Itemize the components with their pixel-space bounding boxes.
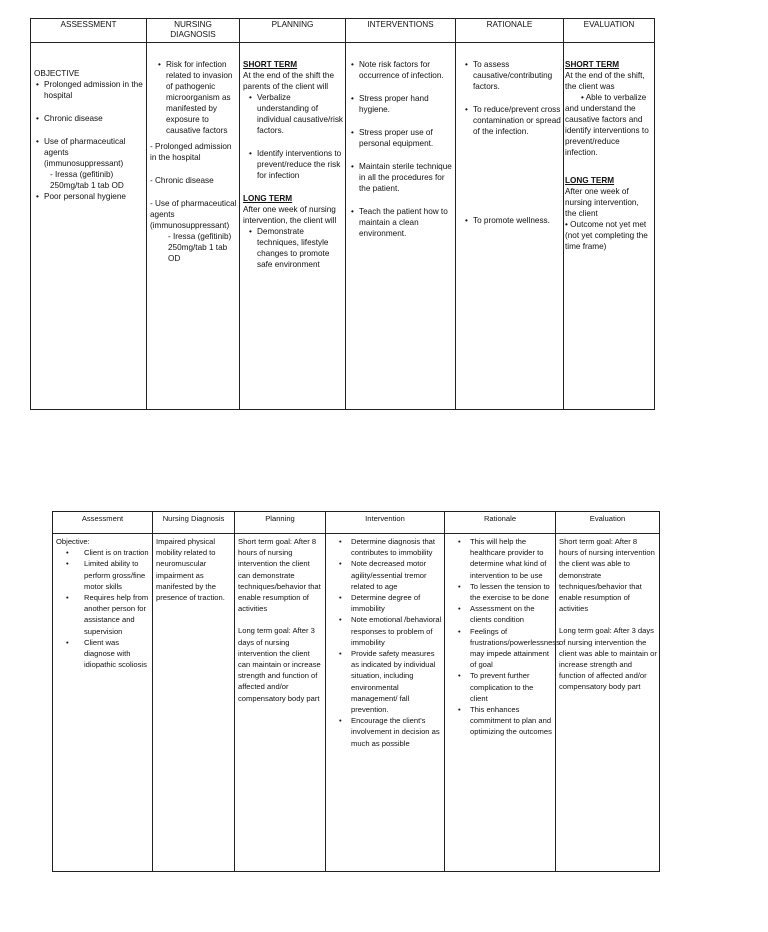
bullet-icon: •: [249, 93, 252, 102]
care-plan-table-mobility: [52, 511, 660, 872]
bullet-icon: •: [465, 105, 468, 114]
list-item: • To reduce/prevent cross contamination or spread of the infection.: [465, 105, 561, 136]
bullet-icon: •: [158, 60, 161, 69]
header-planning: PLANNING: [240, 19, 346, 43]
care-plan-table-infection: [30, 18, 655, 410]
bullet-icon: •: [339, 615, 342, 625]
diagnosis-line: - Iressa (gefitinib): [168, 232, 232, 241]
table2-header-row: [53, 512, 660, 534]
header-interventions: INTERVENTIONS: [346, 19, 456, 43]
bullet-icon: •: [351, 94, 354, 103]
list-item: • Stress proper use of personal equipment.: [351, 128, 434, 148]
table1-header-row: [31, 19, 655, 43]
header-intervention: Intervention: [326, 512, 445, 534]
evaluation-short-text: At the end of the shift, the client was: [565, 71, 645, 91]
diagnosis-text: Impaired physical mobility related to neuromuscular impairment as manifested by the presence of traction.: [156, 537, 225, 603]
long-term-goal: Long term goal: After 3 days of nursing intervention the client can maintain or increase strength and function of affected and/or compensatory body part: [238, 626, 321, 703]
bullet-icon: •: [66, 559, 69, 569]
bullet-icon: •: [249, 149, 252, 158]
bullet-icon: •: [465, 60, 468, 69]
header-nursing-diagnosis: NURSING DIAGNOSIS: [147, 19, 240, 43]
bullet-icon: •: [339, 537, 342, 546]
evaluation-cell: [564, 43, 655, 410]
list-subitem: - Iressa (gefitinib): [50, 170, 114, 179]
list-item: • Note emotional /behavioral responses to problem of immobility: [339, 615, 442, 647]
list-item: • Use of pharmaceutical agents (immunosuppressant): [36, 137, 126, 168]
bullet-icon: •: [458, 537, 461, 546]
bullet-icon: •: [458, 705, 461, 715]
list-item: • Chronic disease: [36, 114, 103, 123]
header-assessment: Assessment: [53, 512, 153, 534]
short-term-goal: Short term goal: After 8 hours of nursing intervention the client can demonstrate techniques/behavior that enable resumption of activities: [238, 537, 321, 614]
table2-body-row: [53, 534, 660, 872]
objective-heading: OBJECTIVE: [34, 69, 80, 78]
header-nursing-diagnosis: Nursing Diagnosis: [153, 512, 235, 534]
list-item: • This enhances commitment to plan and optimizing the outcomes: [458, 705, 552, 737]
bullet-icon: •: [36, 137, 39, 146]
bullet-icon: •: [465, 216, 468, 225]
bullet-icon: •: [351, 128, 354, 137]
bullet-icon: •: [66, 637, 69, 647]
short-term-heading: SHORT TERM: [243, 60, 298, 69]
rationale-cell: [456, 43, 564, 410]
list-item: • Determine degree of immobility: [339, 593, 421, 614]
bullet-icon: •: [249, 227, 252, 236]
bullet-icon: •: [565, 220, 568, 229]
short-term-goal: Short term goal: After 8 hours of nursing intervention the client was able to demonstrate techniques/behavior that enable resumption of activities: [559, 537, 655, 614]
bullet-icon: •: [351, 60, 354, 69]
bullet-icon: •: [351, 162, 354, 171]
bullet-icon: •: [339, 649, 342, 659]
header-rationale: Rationale: [445, 512, 556, 534]
long-term-heading: LONG TERM: [243, 194, 293, 203]
bullet-icon: •: [581, 93, 584, 102]
interventions-cell: [346, 43, 456, 410]
list-item: • Risk for infection related to invasion of pathogenic microorganism as manifested by exposure to causative factors: [158, 60, 233, 135]
bullet-icon: •: [339, 716, 342, 726]
list-item: • Stress proper hand hygiene.: [351, 94, 429, 114]
list-item: • Note risk factors for occurrence of infection.: [351, 60, 444, 80]
header-assessment: ASSESSMENT: [31, 19, 147, 43]
list-item: • Encourage the client's involvement in decision as much as possible: [339, 716, 440, 748]
long-term-goal: Long term goal: After 3 days of nursing intervention the client was able to maintain or increase strength and function of affected and/or compensatory body part: [559, 626, 657, 692]
bullet-icon: •: [458, 604, 461, 614]
short-term-text: At the end of the shift the parents of the client will: [243, 71, 335, 91]
header-evaluation: EVALUATION: [564, 19, 655, 43]
bullet-icon: •: [458, 671, 461, 681]
diagnosis-list: [150, 59, 237, 136]
nursing-diagnosis-cell: [147, 43, 240, 410]
list-item: • To promote wellness.: [465, 216, 550, 225]
list-item: • Provide safety measures as indicated by individual situation, including environmental management/ fall prevention.: [339, 649, 436, 715]
list-item: • Feelings of frustrations/powerlessness may impede attainment of goal: [458, 626, 560, 670]
list-item: • Maintain sterile technique in all the procedures for the patient.: [351, 162, 452, 193]
bullet-icon: •: [458, 581, 461, 591]
list-item: • Teach the patient how to maintain a clean environment.: [351, 207, 448, 238]
evaluation-long-result: • Outcome not yet met (not yet completing the time frame): [565, 220, 648, 251]
list-item: • Note decreased motor agility/essential tremor related to age: [339, 559, 427, 591]
rationale-cell: [445, 534, 560, 872]
evaluation-long-text: After one week of nursing intervention, the client: [565, 187, 639, 218]
diagnosis-line: - Use of pharmaceutical agents (immunosuppressant): [150, 199, 237, 230]
list-item: • Requires help from another person for assistance and supervision: [66, 593, 149, 636]
list-item: • This will help the healthcare provider to determine what kind of intervention to be use: [458, 537, 547, 580]
list-item: • Poor personal hygiene: [36, 192, 126, 201]
diagnosis-line: 250mg/tab 1 tab OD: [168, 243, 228, 263]
header-rationale: RATIONALE: [456, 19, 564, 43]
list-item: • Assessment on the clients condition: [458, 604, 535, 625]
nursing-diagnosis-cell: [153, 534, 235, 872]
table1-body-row: [31, 43, 655, 410]
bullet-icon: •: [351, 207, 354, 216]
diagnosis-line: - Chronic disease: [150, 176, 214, 185]
list-item: • To prevent further complication to the client: [458, 671, 534, 703]
list-item: • Prolonged admission in the hospital: [36, 80, 143, 100]
assessment-cell: [31, 43, 147, 410]
bullet-icon: •: [339, 559, 342, 569]
bullet-icon: •: [339, 593, 342, 603]
bullet-icon: •: [66, 548, 69, 558]
list-item: • Determine diagnosis that contributes to immobility: [339, 537, 435, 558]
list-item: • Client was diagnose with idiopathic scoliosis: [66, 637, 147, 670]
planning-cell: [235, 534, 326, 872]
assessment-cell: [53, 534, 153, 872]
bullet-icon: •: [36, 192, 39, 201]
diagnosis-line: - Prolonged admission in the hospital: [150, 142, 232, 162]
bullet-icon: •: [66, 593, 69, 603]
list-item: • Client is on traction: [66, 548, 149, 558]
header-planning: Planning: [235, 512, 326, 534]
assessment-list: [34, 79, 144, 202]
short-term-heading: SHORT TERM: [565, 60, 620, 69]
list-item: • Limited ability to perform gross/fine motor skills: [66, 559, 146, 591]
list-subitem: 250mg/tab 1 tab OD: [50, 181, 124, 190]
evaluation-short-result: • Able to verbalize and understand the causative factors and identify interventions to prevent/reduce infection.: [565, 93, 649, 157]
planning-cell: [240, 43, 346, 410]
list-item: • To assess causative/contributing factors.: [465, 60, 553, 91]
bullet-icon: •: [36, 80, 39, 89]
header-evaluation: Evaluation: [556, 512, 660, 534]
long-term-text: After one week of nursing intervention, the client will: [243, 205, 337, 225]
list-item: • To lessen the tension to the exercise to be done: [458, 581, 550, 603]
list-item: • Verbalize understanding of individual causative/risk factors.: [249, 93, 344, 135]
objective-heading: Objective:: [56, 537, 90, 546]
evaluation-cell: [556, 534, 660, 872]
intervention-cell: [326, 534, 445, 872]
list-item: • Identify interventions to prevent/reduce the risk for infection: [249, 149, 342, 180]
long-term-heading: LONG TERM: [565, 176, 615, 185]
bullet-icon: •: [458, 626, 461, 636]
bullet-icon: •: [36, 114, 39, 123]
list-item: • Demonstrate techniques, lifestyle changes to promote safe environment: [249, 227, 330, 269]
